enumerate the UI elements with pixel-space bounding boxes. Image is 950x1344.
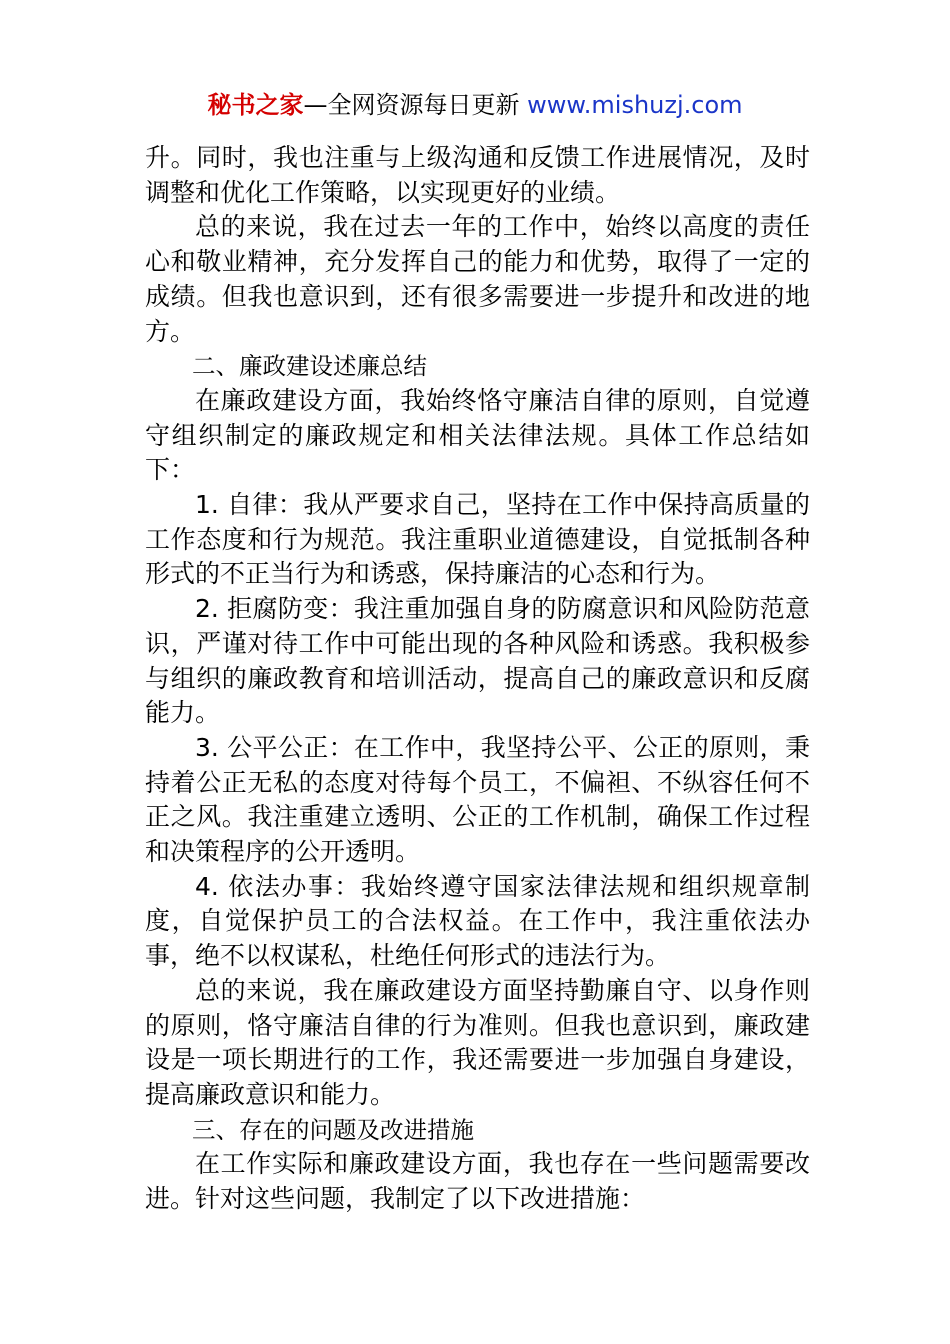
site-brand: 秘书之家 <box>207 91 304 119</box>
list-item-1: 1. 自律：我从严要求自己，坚持在工作中保持高质量的工作态度和行为规范。我注重职业道德建设，自觉抵制各种形式的不正当行为和诱惑，保持廉洁的心态和行为。 <box>145 490 810 589</box>
site-header <box>0 88 950 122</box>
list-item-4: 4. 依法办事：我始终遵守国家法律法规和组织规章制度，自觉保护员工的合法权益。在工作中，我注重依法办事，绝不以权谋私，杜绝任何形式的违法行为。 <box>145 871 810 971</box>
document-body <box>145 141 810 1217</box>
paragraph: 总的来说，我在过去一年的工作中，始终以高度的责任心和敬业精神，充分发挥自己的能力和优势，取得了一定的成绩。但我也意识到，还有很多需要进一步提升和改进的地方。 <box>145 212 810 346</box>
paragraph: 在廉政建设方面，我始终恪守廉洁自律的原则，自觉遵守组织制定的廉政规定和相关法律法规。具体工作总结如下： <box>145 385 810 485</box>
section-heading-2: 二、廉政建设述廉总结 <box>192 352 427 381</box>
paragraph: 总的来说，我在廉政建设方面坚持勤廉自守、以身作则的原则，恪守廉洁自律的行为准则。但我也意识到，廉政建设是一项长期进行的工作，我还需要进一步加强自身建设，提高廉政意识和能力。 <box>145 975 810 1109</box>
paragraph: 在工作实际和廉政建设方面，我也存在一些问题需要改进。针对这些问题，我制定了以下改进措施： <box>145 1149 810 1214</box>
list-item-2: 2. 拒腐防变：我注重加强自身的防腐意识和风险防范意识，严谨对待工作中可能出现的各种风险和诱惑。我积极参与组织的廉政教育和培训活动，提高自己的廉政意识和反腐能力。 <box>145 594 810 728</box>
list-item-3: 3. 公平公正：在工作中，我坚持公平、公正的原则，秉持着公正无私的态度对待每个员工，不偏袒、不纵容任何不正之风。我注重建立透明、公正的工作机制，确保工作过程和决策程序的公开透明。 <box>145 732 810 867</box>
section-heading-3: 三、存在的问题及改进措施 <box>192 1115 474 1144</box>
site-url-link[interactable]: www.mishuzj.com <box>527 91 743 119</box>
paragraph-continuation: 升。同时，我也注重与上级沟通和反馈工作进展情况，及时调整和优化工作策略，以实现更好的业绩。 <box>145 143 810 207</box>
site-tagline: —全网资源每日更新 <box>303 91 528 119</box>
